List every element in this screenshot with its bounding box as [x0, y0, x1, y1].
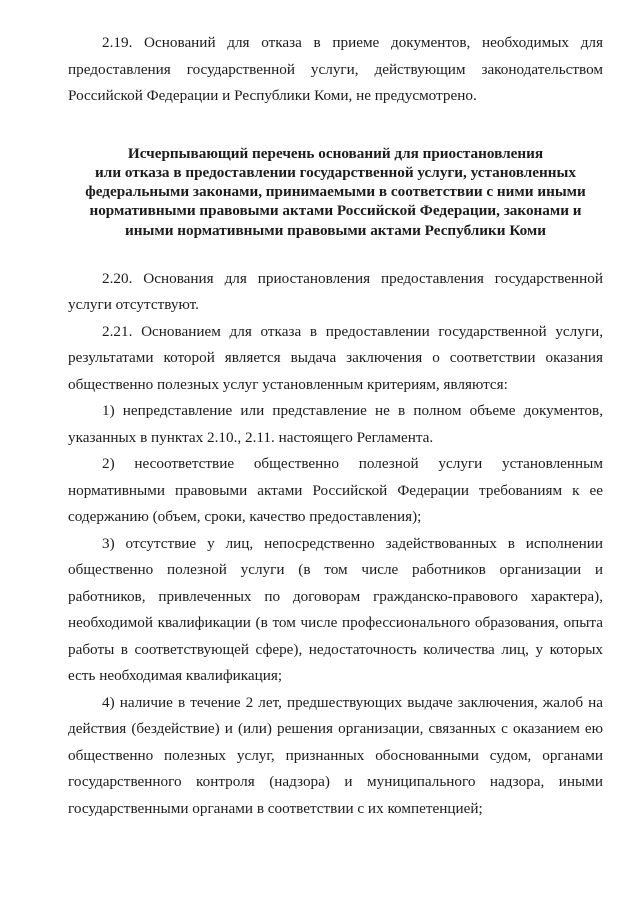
heading-line: нормативными правовыми актами Российской Федерации, законами и	[89, 202, 582, 220]
list-item-4: 4) наличие в течение 2 лет, предшествующих выдаче заключения, жалоб на действия (бездействие) и (или) решения организации, связанных с оказанием ею общественно полезных услуг, признанных обоснованными судом, органами государственного контроля (надзора) и муниципального надзора, иными государственными органами в соответствии с их компетенцией;	[68, 693, 603, 817]
heading-line: Исчерпывающий перечень оснований для приостановления	[127, 144, 544, 162]
section-heading	[68, 144, 603, 240]
list-item-3: 3) отсутствие у лиц, непосредственно задействованных в исполнении общественно полезной услуги (в том числе работников организации и работников, привлеченных по договорам гражданско-правового характера), необходимой квалификации (в том числе профессионального образования, опыта работы в соответствующей сфере), недостаточность количества лиц, у которых есть необходимая квалификация;	[68, 534, 603, 685]
heading-line: или отказа в предоставлении государственной услуги, установленных	[95, 163, 576, 181]
document-page	[68, 30, 603, 822]
paragraph-2-19: 2.19. Оснований для отказа в приеме документов, необходимых для предоставления государственной услуги, действующим законодательством Российской Федерации и Республики Коми, не предусмотрено.	[68, 34, 603, 104]
heading-line: иными нормативными правовыми актами Республики Коми	[124, 221, 547, 239]
heading-line: федеральными законами, принимаемыми в соответствии с ними иными	[85, 183, 586, 201]
list-item-1: 1) непредставление или представление не в полном объеме документов, указанных в пунктах 2.10., 2.11. настоящего Регламента.	[68, 402, 603, 446]
paragraph-2-20: 2.20. Основания для приостановления предоставления государственной услуги отсутствуют.	[68, 269, 603, 314]
paragraph-2-21: 2.21. Основанием для отказа в предоставлении государственной услуги, результатами которой является выдача заключения о соответствии оказания общественно полезных услуг установленным критериям, являются:	[68, 322, 603, 393]
list-item-2: 2) несоответствие общественно полезной услуги установленным нормативными правовыми актами Российской Федерации требованиям к ее содержанию (объем, сроки, качество предоставления);	[68, 455, 603, 526]
